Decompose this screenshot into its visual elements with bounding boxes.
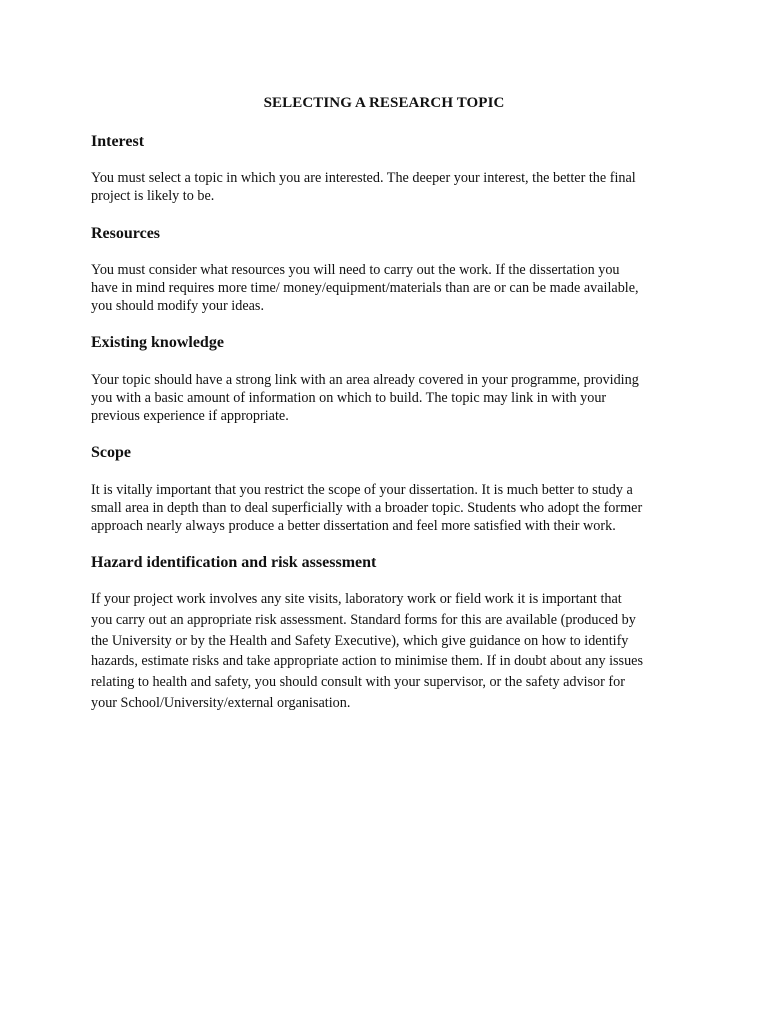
text-line: you carry out an appropriate risk assessment. Standard forms for this are available (produced by bbox=[91, 611, 636, 628]
section-heading-interest: Interest bbox=[91, 133, 145, 150]
text-line: have in mind requires more time/ money/equipment/materials than are or can be made available, bbox=[91, 280, 639, 296]
section-heading-existing-knowledge: Existing knowledge bbox=[91, 334, 224, 351]
section-heading-hazard-identification: Hazard identification and risk assessment bbox=[91, 554, 377, 571]
page-title: SELECTING A RESEARCH TOPIC bbox=[263, 95, 505, 111]
text-line: relating to health and safety, you should consult with your supervisor, or the safety advisor for bbox=[91, 674, 625, 691]
section-body-hazard-identification bbox=[91, 589, 691, 714]
text-line: you should modify your ideas. bbox=[91, 298, 264, 314]
text-line: you with a basic amount of information on which to build. The topic may link in with your bbox=[91, 390, 607, 406]
section-heading-resources: Resources bbox=[91, 225, 161, 242]
text-line: the University or by the Health and Safety Executive), which give guidance on how to identify bbox=[91, 632, 629, 649]
section-heading-scope: Scope bbox=[91, 444, 131, 461]
text-line: your School/University/external organisation. bbox=[91, 694, 351, 711]
section-body-existing-knowledge bbox=[91, 371, 691, 425]
section-body-scope bbox=[91, 481, 691, 535]
text-line: approach nearly always produce a better dissertation and feel more satisfied with their work. bbox=[91, 518, 616, 534]
text-line: It is vitally important that you restrict the scope of your dissertation. It is much better to study a bbox=[91, 482, 633, 498]
section-body-resources bbox=[91, 261, 691, 315]
text-line: small area in depth than to deal superficially with a broader topic. Students who adopt the former bbox=[91, 500, 643, 516]
text-line: You must consider what resources you will need to carry out the work. If the dissertation you bbox=[91, 262, 620, 278]
text-line: Your topic should have a strong link with an area already covered in your programme, providing bbox=[91, 372, 639, 388]
text-line: hazards, estimate risks and take appropriate action to minimise them. If in doubt about any issues bbox=[91, 653, 643, 670]
text-line: project is likely to be. bbox=[91, 188, 215, 204]
text-line: previous experience if appropriate. bbox=[91, 408, 289, 424]
section-body-interest bbox=[91, 169, 691, 205]
text-line: You must select a topic in which you are interested. The deeper your interest, the better the final bbox=[91, 170, 636, 186]
text-line: If your project work involves any site visits, laboratory work or field work it is important that bbox=[91, 591, 622, 607]
